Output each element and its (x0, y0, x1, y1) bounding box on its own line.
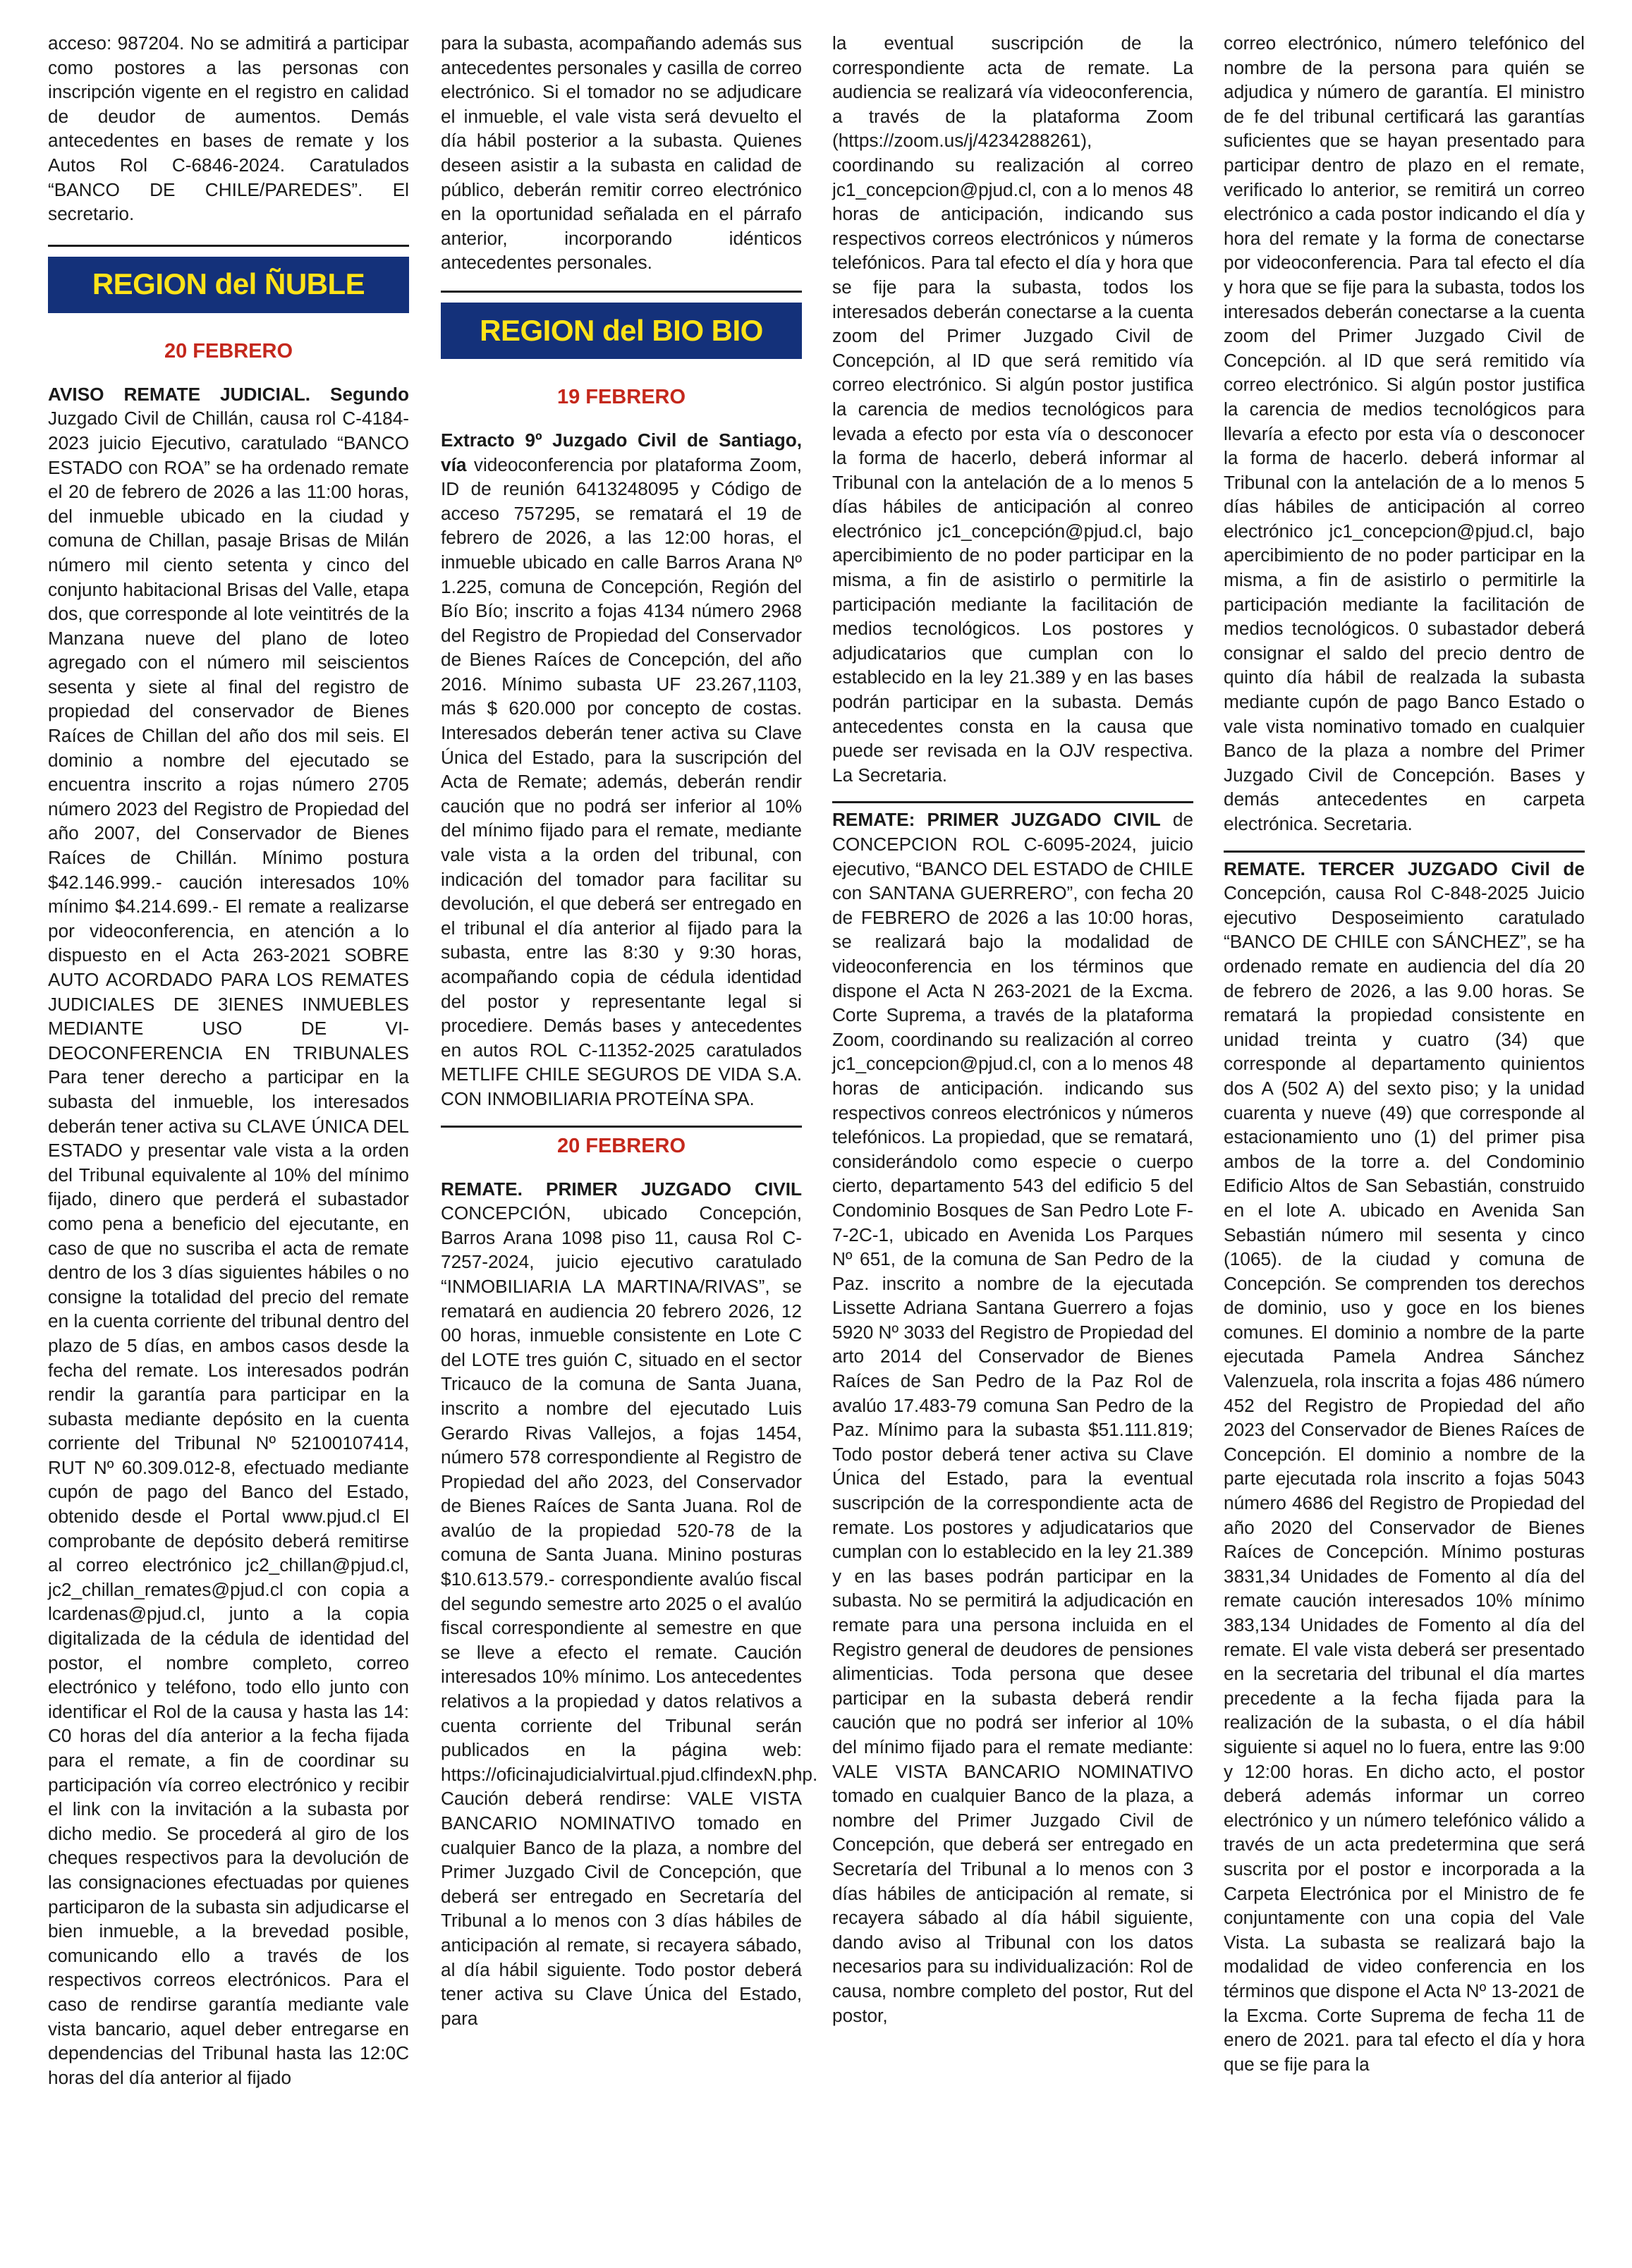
notice-continuation: correo electrónico, número telefónico del nombre de la persona para quién se adjudica y número de garantía. El ministro de fe del tribunal certificará las garantías suficientes que se hayan presentado para participar dentro de plazo en el remate, verificado lo anterior, se remitirá un correo electrónico a cada postor indicando el día y hora del remate y la forma de conectarse por videoconferencia. Para tal efecto el día y hora que se fije para la subasta, todos los interesados deberán conectarse a la cuenta zoom del Primer Juzgado Civil de Concepción. al ID que será remitido vía correo electrónico. Si algún postor justifica la carencia de medios tecnológicos para llevaría a efecto por esta vía o desconocer la forma de hacerlo. deberá informar al Tribunal con la antelación de a lo menos 5 días hábiles de anticipación al correo electrónico jc1_concepcion@pjud.cl, bajo apercibimiento de no poder participar en la misma, a fin de asistirlo o permitirle la participación mediante la facilitación de medios tecnológicos. 0 subastador deberá consignar el saldo del precio dentro de quinto día hábil de realzada la subasta mediante cupón de pago Banco Estado o vale vista nominativo tomado en cualquier Banco de la plaza a nombre del Primer Juzgado Civil de Concepción. Bases y demás antecedentes en carpeta electrónica. Secretaria. (1224, 32, 1585, 834)
column-4 (1224, 31, 1585, 2086)
notice-body: videoconferencia por plataforma Zoom, ID de reunión 6413248095 y Código de acceso 757295, se rematará el 19 de febrero de 2026, a las 12:00 horas, el inmueble ubicado en calle Barros Arana Nº 1.225, comuna de Concepción, Región del Bío Bío; inscrito a fojas 4134 número 2968 del Registro de Propiedad del Conservador de Bienes Raíces de Concepción, del año 2016. Mínimo subasta UF 23.267,1103, más $ 620.000 por concepto de costas. Interesados deberán tener activa su Clave Única del Estado, para la suscripción del Acta de Remate; además, deberán rendir caución que no podrá ser inferior al 10% del mínimo fijado para el remate, mediante vale vista a la orden del tribunal, con indicación del tomador para facilitar su devolución, el que deberá ser entregado en el tribunal el día anterior al fijado para la subasta, entre las 8:30 y 9:30 horas, acompañando copia de cédula identidad del postor y representante legal si procediere. Demás bases y antecedentes en autos ROL C-11352-2025 caratulados METLIFE CHILE SEGUROS DE VIDA S.A. CON INMOBILIARIA PROTEÍNA SPA. (441, 453, 802, 1109)
divider (1224, 850, 1585, 853)
auction-notice (1224, 857, 1585, 2077)
region-banner-bio-bio: REGION del BIO BIO (441, 303, 802, 359)
notice-continuation: para la subasta, acompañando además sus antecedentes personales y casilla de correo electrónico. Si el tomador no se adjudicare el inmueble, el vale vista será devuelto el día hábil posterior a la subasta. Quienes deseen asistir a la subasta en calidad de público, deberán remitir correo electrónico en la oportunidad señalada en el párrafo anterior, incorporando idénticos antecedentes personales. (441, 32, 802, 274)
notice-lead: REMATE: PRIMER JUZGADO CIVIL (832, 809, 1161, 831)
auction-notice (48, 382, 409, 2090)
notice-body: CONCEPCIÓN, ubicado Concepción, Barros Arana 1098 piso 11, causa Rol C-7257-2024, juicio ejecutivo caratulado “INMOBILIARIA LA MARTINA/RIVAS”, se rematará en audiencia 20 febrero 2026, 12 00 horas, inmueble consistente en Lote C del LOTE tres guión C, situado en el sector Tricauco de la comuna de Santa Juana, inscrito a nombre del ejecutado Luis Gerardo Rivas Vallejos, a fojas 1454, número 578 correspondiente al Registro de Propiedad del año 2023, del Conservador de Bienes Raíces de Santa Juana. Rol de avalúo de la propiedad 520-78 de la comuna de Santa Juana. Minino posturas $10.613.579.- correspondiente avalúo fiscal del segundo semestre arto 2025 o el avalúo fiscal correspondiente al semestre en que se lleve a efecto el remate. Caución interesados 10% mínimo. Los antecedentes relativos a la propiedad y datos relativos a cuenta corriente del Tribunal serán publicados en la página web: https://oficinajudicialvirtual.pjud.clfindexN.php. Caución deberá rendirse: VALE VISTA BANCARIO NOMINATIVO tomado en cualquier Banco de la plaza, a nombre del Primer Juzgado Civil de Concepción, que deberá ser entregado en Secretaría del Tribunal a lo menos con 3 días hábiles de anticipación al remate, si recayera sábado, al día hábil siguiente. Todo postor deberá tener activa su Clave Única del Estado, para (441, 1202, 818, 2029)
date-heading: 19 FEBRERO (556, 385, 686, 408)
date-heading: 20 FEBRERO (556, 1134, 686, 1157)
divider (441, 1126, 802, 1128)
notice-body: Juzgado Civil de Chillán, causa rol C-4184-2023 juicio Ejecutivo, caratulado “BANCO ESTADO con ROA” se ha ordenado remate el 20 de febrero de 2026 a las 11:00 horas, del inmueble ubicado en la ciudad y comuna de Chillan, pasaje Brisas de Milán número mil ciento setenta y cinco del conjunto habitacional Brisas del Valle, etapa dos, que corresponde al lote veintitrés de la Manzana nueve del plano de loteo agregado con el número mil seiscientos sesenta y siete al final del registro de propiedad del conservador de Bienes Raíces de Chillan del año dos mil seis. El dominio a nombre del ejecutado se encuentra inscrito a rojas número 2705 número 2023 del Registro de Propiedad del año 2007, del Conservador de Bienes Raíces de Chillán. Mínimo postura $42.146.999.- caución interesados 10% mínimo $4.214.699.- El remate a realizarse por videoconferencia, en atención a lo dispuesto en el Acta 263-2021 SOBRE AUTO ACORDADO PARA LOS REMATES JUDICIALES DE 3IENES INMUEBLES MEDIANTE USO DE VI-DEOCONFERENCIA EN TRIBUNALES Para tener derecho a participar en la subasta del inmueble, los interesados deberán tener activa su CLAVE ÚNICA DEL ESTADO y presentar vale vista a la orden del Tribunal equivalente al 10% del mínimo fijado, dinero que perderá el subastador como pena a beneficio del ejecutante, en caso de que no suscriba el acta de remate dentro de los 3 días siguientes hábiles o no consigne la totalidad del precio del remate en la cuenta corriente del tribunal dentro del plazo de 5 días, en ambos casos desde la fecha del remate. Los interesados podrán rendir la garantía para participar en la subasta mediante depósito en la cuenta corriente del Tribunal Nº 52100107414, RUT Nº 60.309.012-8, efectuado mediante cupón de pago del Banco del Estado, obtenido desde el Portal www.pjud.cl El comprobante de depósito deberá remitirse al correo electrónico jc2_chillan@pjud.cl, jc2_chillan_remates@pjud.cl con copia a lcardenas@pjud.cl, junto a la copia digitalizada de la cédula de identidad del postor, el nombre completo, correo electrónico y teléfono, todo ello junto con identificar el Rol de la causa y hasta las 14: C0 horas del día anterior a la fecha fijada para el remate, a fin de coordinar su participación vía correo electrónico y recibir el link con la invitación a la subasta por dicho medio. Se procederá al giro de los cheques respectivos para la devolución de las consignaciones efectuadas por quienes participaron de la subasta sin adjudicarse el bien inmueble, a la brevedad posible, comunicando ello a través de los respectivos correos electrónicos. Para el caso de rendirse garantía mediante vale vista bancario, aquel deber entregarse en dependencias del Tribunal hasta las 12:0C horas del día anterior al fijado (48, 408, 409, 2088)
auction-notice (441, 428, 802, 1111)
date-heading: 20 FEBRERO (164, 339, 293, 362)
region-section (441, 291, 802, 359)
notice-continuation: la eventual suscripción de la correspondiente acta de remate. La audiencia se realizará vía videoconferencia, a través de la plataforma Zoom (https://zoom.us/j/4234288261), coordinando su realización al correo jc1_concepcion@pjud.cl, con a lo menos 48 horas de anticipación, indicando sus respectivos correos electrónicos y números telefónicos. Para tal efecto el día y hora que se fije para la subasta, todos los interesados deberán conectarse a la cuenta zoom del Primer Juzgado Civil de Concepción, al ID que será remitido vía correo electrónico. Si algún postor justifica la carencia de medios tecnológicos para levada a efecto por esta vía o desconocer la forma de hacerlo, deberá informar al Tribunal con la antelación de a lo menos 5 días hábiles de anticipación al conreo electrónico jc1_concepción@pjud.cl, bajo apercibimiento de no poder participar en la misma, a fin de asistirlo o permitirle la participación mediante la facilitación de medios tecnológicos. Los postores y adjudicatarios que cumplan con lo establecido en la ley 21.389 y en las bases podrán participar en la subasta. Demás antecedentes consta en la causa que puede ser revisada en la OJV respectiva. La Secretaria. (832, 32, 1193, 786)
auction-notice (441, 1177, 818, 2031)
notice-continuation: acceso: 987204. No se admitirá a participar como postores a las personas con inscripción vigente en el registro en calidad de deudor de aumentos. Demás antecedentes en bases de remate y los Autos Rol C-6846-2024. Caratulados “BANCO DE CHILE/PAREDES”. El secretario. (48, 32, 409, 225)
region-banner-nuble: REGION del ÑUBLE (48, 257, 409, 313)
column-2 (441, 31, 818, 2040)
auction-notice (832, 807, 1193, 2028)
notice-lead: Extracto 9º Juzgado Civil de Santiago, vía (441, 429, 802, 475)
notice-body: de CONCEPCION ROL C-6095-2024, juicio ejecutivo, “BANCO DEL ESTADO de CHILE con SANTANA GUERRERO”, con fecha 20 de FEBRERO de 2026 a las 10:00 horas, se realizará bajo la modalidad de videoconferencia en los términos que dispone el Acta N 263-2021 de la Excma. Corte Suprema, a través de la plataforma Zoom, coordinando su realización al correo jc1_concepcion@pjud.cl, con a lo menos 48 horas de anticipación. indicando sus respectivos conreos electrónicos y números telefónicos. La propiedad, que se rematará, considerándolo como especie o cuerpo cierto, departamento 543 del edificio 5 del Condominio Bosques de San Pedro Lote F-7-2C-1, ubicado en Avenida Los Parques Nº 651, de la comuna de San Pedro de la Paz. inscrito a nombre de la ejecutada Lissette Adriana Santana Guerrero a fojas 5920 Nº 3033 del Registro de Propiedad del arto 2014 del Conservador de Bienes Raíces de San Pedro de la Paz Rol de avalúo 17.483-79 comuna San Pedro de la Paz. Mínimo para la subasta $51.111.819; Todo postor deberá tener activa su Clave Única del Estado, para la eventual suscripción de la correspondiente acta de remate. Los postores y adjudicatarios que cumplan con lo establecido en la ley 21.389 y en las bases podrán participar en la subasta. No se permitirá la adjudicación en remate para una persona incluida en el Registro general de deudores de pensiones alimenticias. Toda persona que desee participar en la subasta deberá rendir caución que no podrá ser inferior al 10% del mínimo fijado para el remate mediante: VALE VISTA BANCARIO NOMINATIVO tomado en cualquier Banco de la plaza, a nombre del Primer Juzgado Civil de Concepción, que deberá ser entregado en Secretaría del Tribunal a lo menos con 3 días hábiles de anticipación al remate, si recayera sábado al día hábil siguiente, dando aviso al Tribunal con los datos necesarios para su individualización: Rol de causa, nombre completo del postor, Rut del postor, (832, 809, 1193, 2026)
column-3 (832, 31, 1193, 2037)
notice-lead: REMATE. TERCER JUZGADO Civil de (1224, 858, 1585, 879)
region-section (48, 245, 409, 313)
notice-body: Concepción, causa Rol C-848-2025 Juicio ejecutivo Desposeimiento caratulado “BANCO DE CHILE con SÁNCHEZ”, se ha ordenado remate en audiencia del día 20 de febrero de 2026, a las 9.00 horas. Se rematará la propiedad consistente en unidad treinta y cuatro (34) que corresponde al departamento quinientos dos A (502 A) del sexto piso; y la unidad cuarenta y nueve (49) que corresponde al estacionamiento uno (1) del primer pisa ambos de la torre a. del Condominio Edificio Altos de San Sebastián, construido en el lote A. ubicado en Avenida San Sebastián número mil sesenta y cinco (1065). de la ciudad y comuna de Concepción. Se comprenden tos derechos de dominio, uso y goce en los bienes comunes. El dominio a nombre de la parte ejecutada Pamela Andrea Sánchez Valenzuela, rola inscrita a fojas 486 número 452 del Registro de Propiedad del año 2023 del Conservador de Bienes Raíces de Concepción. El dominio a nombre de la parte ejecutada rola inscrito a fojas 5043 número 4686 del Registro de Propiedad del año 2020 del Conservador de Bienes Raíces de Concepción. Mínimo posturas 3831,34 Unidades de Fomento al día del remate caución interesados 10% mínimo 383,134 Unidades de Fomento al día del remate. El vale vista deberá ser presentado en la secretaria del tribunal el día martes precedente a la fecha fijada para la realización de la subasta, o el día hábil siguiente si aquel no lo fuera, entre las 9:00 y 12:00 horas. En dicho acto, el postor deberá además informar un correo electrónico y un número telefónico válido a través de un acta predetermina que será suscrita por el postor e incorporada a la Carpeta Electrónica por el Ministro de fe conjuntamente con una copia del Vale Vista. La subasta se realizará bajo la modalidad de video conferencia en los términos que dispone el Acta Nº 13-2021 de la Excma. Corte Suprema de fecha 11 de enero de 2021. para tal efecto el día y hora que se fije para la (1224, 882, 1585, 2075)
notice-lead: REMATE. PRIMER JUZGADO CIVIL (441, 1178, 802, 1200)
notice-lead: AVISO REMATE JUDICIAL. Segundo (48, 383, 409, 405)
column-1 (48, 31, 409, 2099)
divider (832, 801, 1193, 803)
